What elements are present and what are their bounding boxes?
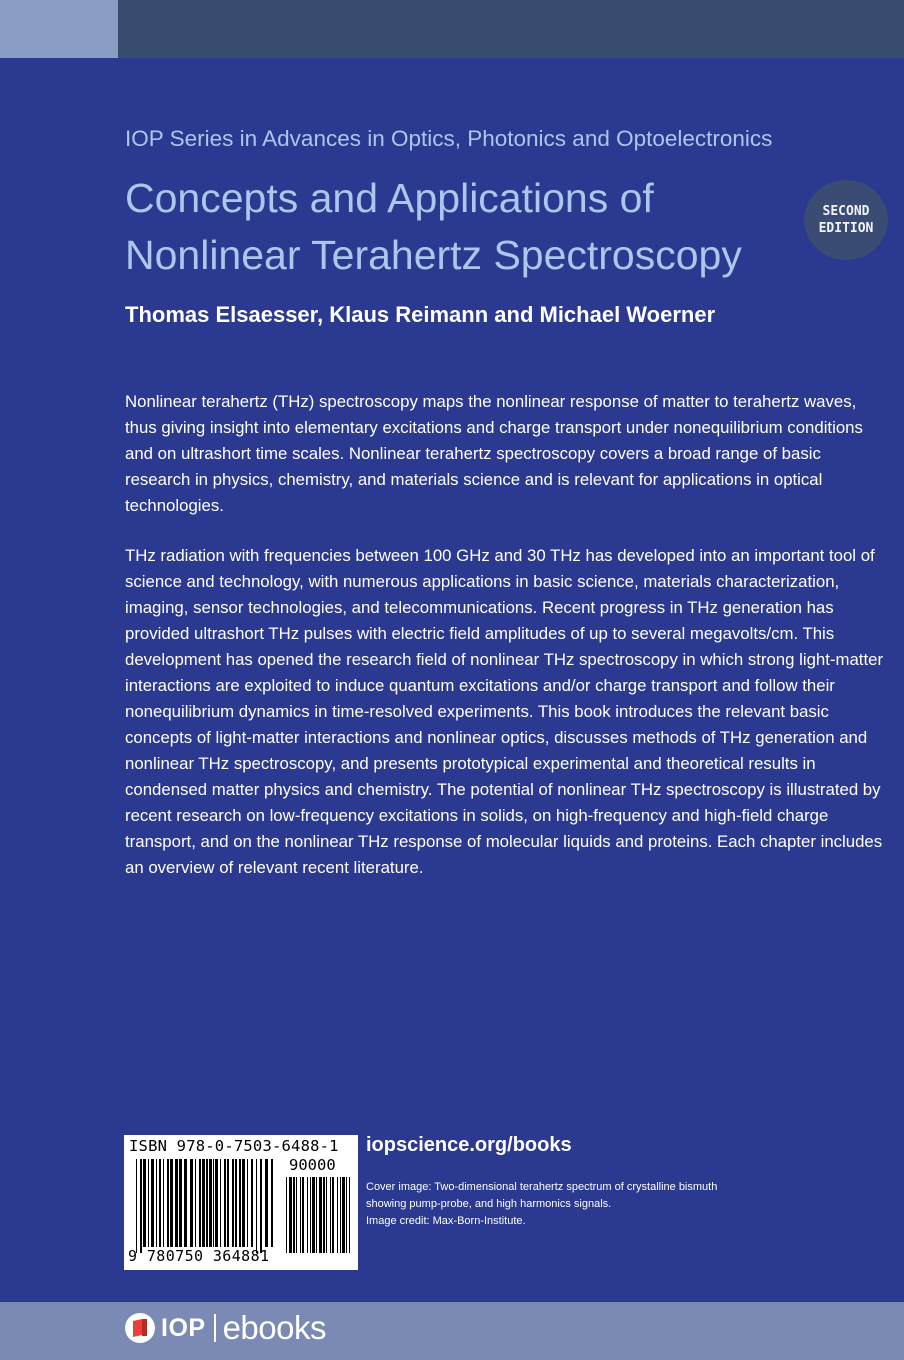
barcode-bar — [260, 1159, 262, 1253]
barcode-bar — [199, 1159, 201, 1247]
barcode-bar — [286, 1177, 287, 1253]
cover-credit-line-2: showing pump-probe, and high harmonics signals. — [366, 1198, 612, 1210]
top-strip — [0, 0, 904, 58]
barcode-bar — [332, 1177, 334, 1253]
barcode-bar — [256, 1159, 257, 1253]
ean-digits: 9 780750 364881 — [128, 1247, 270, 1265]
edition-line-2: EDITION — [818, 221, 874, 236]
barcode-bar — [330, 1177, 331, 1253]
barcode-bar — [265, 1159, 268, 1247]
website-link[interactable]: iopscience.org/books — [366, 1134, 572, 1156]
barcode-bar — [232, 1159, 234, 1247]
barcode-bar — [215, 1159, 218, 1247]
book-title — [125, 170, 742, 284]
edition-line-1: SECOND — [822, 204, 870, 219]
barcode-bar — [159, 1159, 161, 1247]
barcode-bar — [213, 1159, 214, 1247]
cover-credit-line-3: Image credit: Max-Born-Institute. — [366, 1215, 526, 1227]
barcode-bar — [184, 1159, 187, 1247]
authors: Thomas Elsaesser, Klaus Reimann and Michael Woerner — [125, 302, 716, 327]
barcode-bar — [296, 1177, 297, 1253]
barcode-bar — [340, 1177, 341, 1253]
logo-separator — [214, 1314, 216, 1342]
barcode-bar — [136, 1159, 137, 1253]
book-title-line-1: Concepts and Applications of — [125, 175, 654, 221]
barcode-bar — [227, 1159, 229, 1247]
barcode-bar — [202, 1159, 205, 1247]
blurb-paragraph-2: THz radiation with frequencies between 100 GHz and 30 THz has developed into an important tool of science and technology, with numerous applications in basic science, materials characterization, imaging, sensor technologies, and telecommunications. Recent progress in THz generation has provided ultrashort THz pulses with electric field amplitudes of up to several megavolts/cm. This development has opened the research field of nonlinear THz spectroscopy in which strong light-matter interactions are exploited to induce quantum excitations and/or charge transport and follow their nonequilibrium dynamics in time-resolved experiments. This book introduces the relevant basic concepts of light-matter interactions and nonlinear optics, discusses methods of THz generation and nonlinear THz spectroscopy, and presents prototypical experimental and theoretical results in condensed matter physics and chemistry. The potential of nonlinear THz spectroscopy is illustrated by recent research on low-frequency excitations in solids, on high-frequency and high-field charge transport, and on the nonlinear THz response of molecular liquids and proteins. Each chapter includes an overview of relevant recent literature. — [125, 546, 884, 877]
barcode-bar — [175, 1159, 178, 1247]
cover-credit — [366, 1179, 726, 1230]
barcode-bar — [195, 1159, 196, 1247]
barcode-bar — [163, 1159, 164, 1247]
barcode-bar — [235, 1159, 237, 1247]
price-code: 90000 — [289, 1156, 336, 1174]
barcode-bar — [271, 1159, 273, 1247]
barcode-bar — [206, 1159, 208, 1247]
barcode-bar — [323, 1177, 325, 1253]
barcode-bar — [140, 1159, 142, 1253]
barcode-bar — [289, 1177, 292, 1253]
barcode-bar — [156, 1159, 157, 1247]
cover-credit-line-1: Cover image: Two-dimensional terahertz spectrum of crystalline bismuth — [366, 1181, 718, 1193]
barcode-bar — [151, 1159, 154, 1247]
barcode-bar — [179, 1159, 182, 1247]
iop-wordmark: IOP — [161, 1313, 206, 1342]
series-title: IOP Series in Advances in Optics, Photonics and Optoelectronics — [125, 126, 773, 151]
iop-logo-icon — [125, 1313, 155, 1343]
barcode-bar — [143, 1159, 146, 1247]
barcode-bar — [319, 1177, 322, 1253]
top-strip-accent — [0, 0, 118, 58]
edition-badge — [804, 180, 888, 260]
barcode-bar — [316, 1177, 317, 1253]
barcode-bar — [239, 1159, 241, 1247]
barcode-bar — [349, 1177, 350, 1253]
barcode-bar — [312, 1177, 315, 1253]
barcode-bar — [346, 1177, 347, 1253]
barcode-bar — [190, 1159, 193, 1247]
ebooks-wordmark: ebooks — [222, 1309, 326, 1346]
barcode-bar — [251, 1159, 253, 1247]
isbn-text: ISBN 978-0-7503-6488-1 — [129, 1137, 339, 1155]
barcode-bar — [242, 1159, 245, 1247]
barcode-bar — [337, 1177, 338, 1253]
barcode-bar — [326, 1177, 327, 1253]
barcode-bar — [209, 1159, 212, 1247]
barcode-bar — [170, 1159, 173, 1247]
book-title-line-2: Nonlinear Terahertz Spectroscopy — [125, 232, 742, 278]
isbn-barcode — [124, 1135, 358, 1270]
barcode-bar — [310, 1177, 311, 1253]
barcode-bar — [247, 1159, 248, 1247]
barcode-bar — [293, 1177, 295, 1253]
iop-ebooks-logo — [125, 1308, 326, 1348]
barcode-bar — [342, 1177, 345, 1253]
barcode-bar — [300, 1177, 301, 1253]
barcode-bar — [167, 1159, 169, 1247]
barcode-bar — [220, 1159, 221, 1247]
barcode-bar — [148, 1159, 149, 1247]
barcode-bar — [224, 1159, 226, 1247]
barcode-bar — [302, 1177, 304, 1253]
barcode-bar — [307, 1177, 308, 1253]
blurb-paragraph-1: Nonlinear terahertz (THz) spectroscopy maps the nonlinear response of matter to terahertz waves, thus giving insight into elementary excitations and charge transport under nonequilibrium conditions and on ultrashort time scales. Nonlinear terahertz spectroscopy covers a broad range of basic research in physics, chemistry, and materials science and is relevant for applications in optical technologies. — [125, 392, 863, 515]
